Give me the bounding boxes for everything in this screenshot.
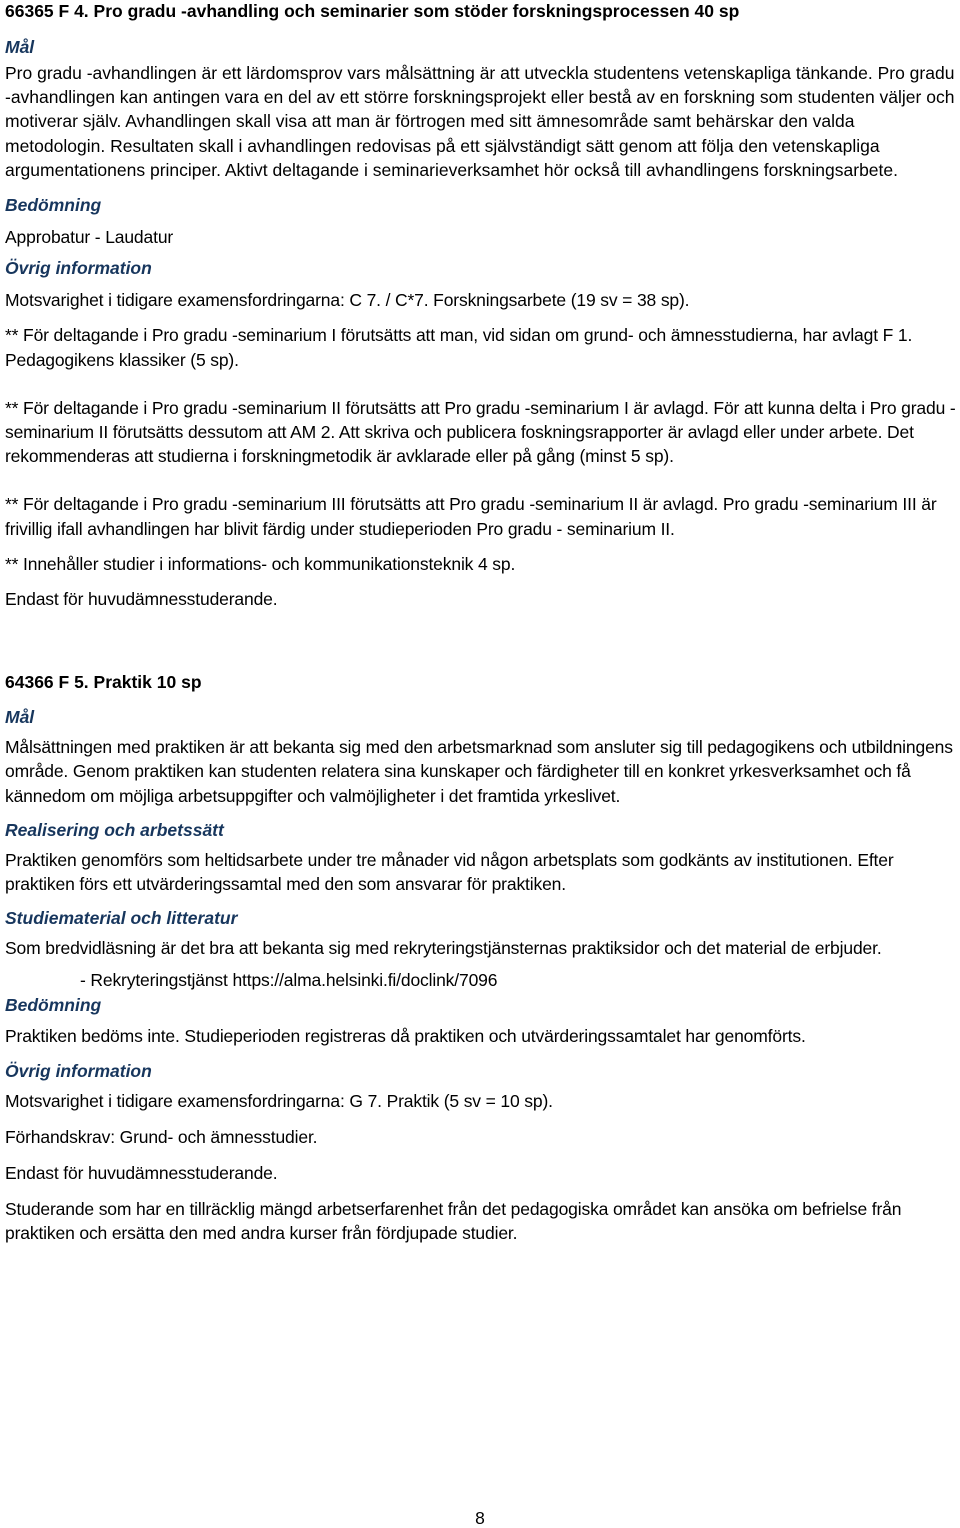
studiematerial-paragraph: Som bredvidläsning är det bra att bekanta sig med rekryteringstjänsternas praktiksidor och det material de erbjuder. (5, 938, 882, 959)
course-title-66365: 66365 F 4. Pro gradu -avhandling och seminarier som stöder forskningsprocessen 40 sp (5, 1, 740, 21)
heading-bedomning-2: Bedömning (5, 995, 102, 1016)
document-page (5, 0, 957, 1246)
ovrig-paragraph-1: Motsvarighet i tidigare examensfordringarna: C 7. / C*7. Forskningsarbete (19 sv = 38 sp). (5, 290, 690, 311)
mal-paragraph-2: Målsättningen med praktiken är att bekanta sig med den arbetsmarknad som ansluter sig till pedagogikens och utbildningens område. Genom praktiken kan studenten relatera sina kunskaper och färdigheter till en konkret yrkesverksamhet och få kännedom om möjliga arbetsuppgifter och valmöjligheter i det framtida yrkeslivet. (5, 737, 953, 806)
heading-realisering: Realisering och arbetssätt (5, 819, 224, 840)
course-title-64366: 64366 F 5. Praktik 10 sp (5, 672, 202, 693)
heading-mal-2: Mål (5, 707, 35, 728)
ovrig2-paragraph-3: Endast för huvudämnesstuderande. (5, 1163, 278, 1184)
ovrig2-paragraph-2: Förhandskrav: Grund- och ämnesstudier. (5, 1126, 318, 1147)
heading-ovrig-information-2: Övrig information (5, 1060, 152, 1081)
heading-mal: Mål (5, 37, 35, 57)
heading-bedomning: Bedömning (5, 195, 102, 216)
ovrig2-paragraph-4: Studerande som har en tillräcklig mängd arbetserfarenhet från det pedagogiska området kan ansöka om befrielse från praktiken och ersätta den med andra kurser från fördjupade studier. (5, 1199, 902, 1244)
heading-ovrig-information: Övrig information (5, 258, 152, 279)
rekryteringstjanst-link[interactable]: - Rekryteringstjänst https://alma.helsinki.fi/doclink/7096 (80, 970, 498, 991)
ovrig2-paragraph-1: Motsvarighet i tidigare examensfordringarna: G 7. Praktik (5 sv = 10 sp). (5, 1090, 553, 1111)
ovrig-paragraph-6: Endast för huvudämnesstuderande. (5, 589, 278, 610)
bedomning-paragraph-2: Praktiken bedöms inte. Studieperioden registreras då praktiken och utvärderingssamtalet har genomförts. (5, 1026, 806, 1047)
ovrig-paragraph-5: ** Innehåller studier i informations- och kommunikationsteknik 4 sp. (5, 553, 516, 574)
ovrig-paragraph-2: ** För deltagande i Pro gradu -seminarium I förutsätts att man, vid sidan om grund- och ämnesstudierna, har avlagt F 1. Pedagogikens klassiker (5 sp). (5, 325, 913, 370)
realisering-paragraph: Praktiken genomförs som heltidsarbete under tre månader vid någon arbetsplats som godkänts av institutionen. Efter praktiken förs ett utvärderingssamtal med den som ansvarar för praktiken. (5, 849, 894, 895)
mal-paragraph: Pro gradu -avhandlingen är ett lärdomsprov vars målsättning är att utveckla studentens vetenskapliga tänkande. Pro gradu -avhandlingen kan antingen vara en del av ett större forskningsprojekt eller bestå av en forskning som studenten väljer och motiverar själv. Avhandlingen skall visa att man är förtrogen med sitt ämnesområde samt behärskar den valda metodologin. Resultaten skall i avhandlingen redovisas på ett självständigt sätt genom att följa den vetenskapliga argumentationens principer. Aktivt deltagande i seminarieverksamhet hör också till avhandlingens forskningsarbete. (5, 63, 955, 180)
ovrig-paragraph-4: ** För deltagande i Pro gradu -seminarium III förutsätts att Pro gradu -seminarium II är avlagd. Pro gradu -seminarium III är frivillig ifall avhandlingen har blivit färdig under studieperioden Pro gradu - seminarium II. (5, 494, 937, 539)
ovrig-paragraph-3: ** För deltagande i Pro gradu -seminarium II förutsätts att Pro gradu -seminarium I är avlagd. För att kunna delta i Pro gradu -seminarium II förutsätts dessutom att AM 2. Att skriva och publicera foskningsrapporter är avlagd eller under arbete. Det rekommenderas att studierna i forskningmetodik är avklarade eller på gång (minst 5 sp). (5, 397, 956, 467)
page-number: 8 (475, 1508, 485, 1528)
bedomning-paragraph: Approbatur - Laudatur (5, 227, 174, 248)
heading-studiematerial: Studiematerial och litteratur (5, 908, 238, 929)
